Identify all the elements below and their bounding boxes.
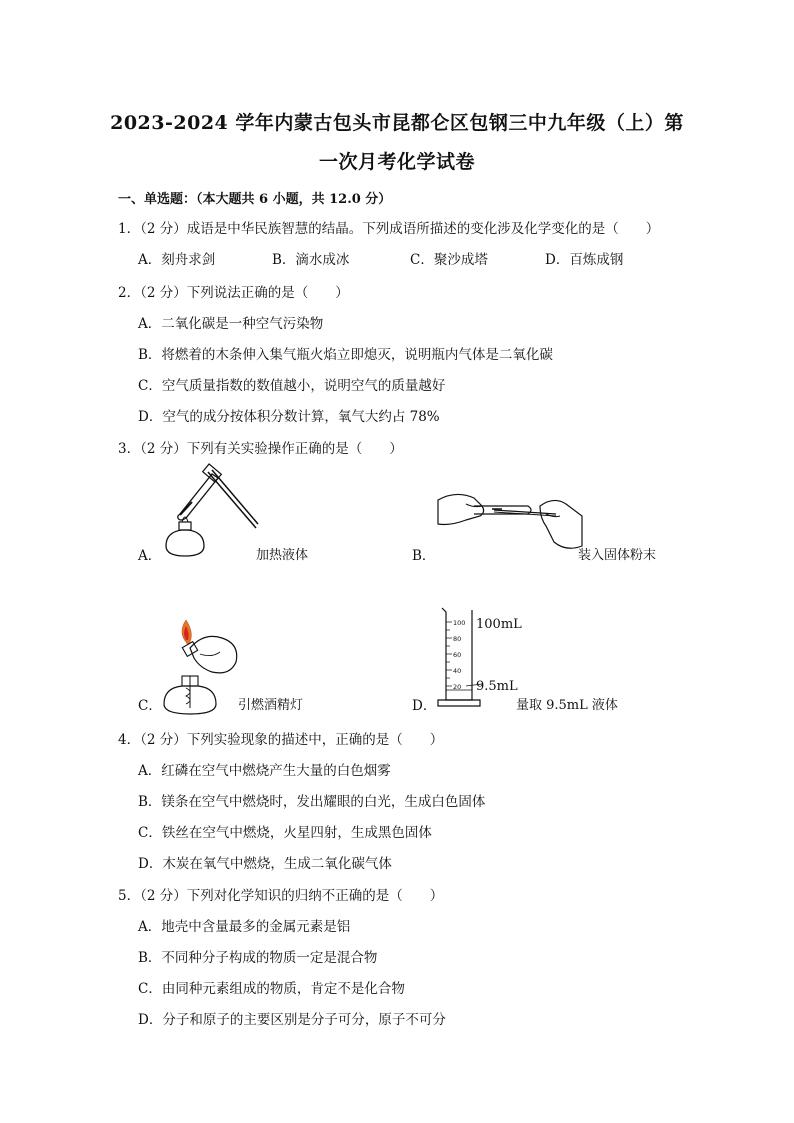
q1-stem: 1．（2 分）成语是中华民族智慧的结晶。下列成语所描述的变化涉及化学变化的是（ ）	[118, 221, 660, 237]
q3-option-b-letter: B．	[412, 548, 436, 564]
cylinder-capacity-label: 100mL	[476, 617, 522, 632]
q3-stem: 3．（2 分）下列有关实验操作正确的是（ ）	[118, 441, 403, 457]
q4-stem: 4．（2 分）下列实验现象的描述中，正确的是（ ）	[118, 732, 444, 748]
q2-option-d: D．空气的成分按体积分数计算，氧气大约占 78%	[138, 409, 440, 425]
cylinder-tick-label: 80	[453, 635, 462, 643]
cylinder-tick-label: 20	[453, 683, 462, 691]
q5-option-a: A．地壳中含量最多的金属元素是铝	[138, 919, 351, 935]
cylinder-tick-label: 60	[453, 651, 462, 659]
q1-option-d: D．百炼成钢	[545, 252, 624, 268]
q4-option-d: D．木炭在氧气中燃烧，生成二氧化碳气体	[138, 856, 392, 872]
section-heading: 一、单选题：（本大题共 6 小题，共 12.0 分）	[118, 192, 392, 207]
cylinder-reading-label: 9.5mL	[476, 679, 518, 694]
q5-option-d: D．分子和原子的主要区别是分子可分，原子不可分	[138, 1012, 446, 1028]
powder-loading-figure	[436, 486, 586, 554]
q4-option-c: C．铁丝在空气中燃烧，火星四射，生成黑色固体	[138, 825, 432, 841]
heating-liquid-figure	[158, 466, 268, 561]
q3-option-a-caption: 加热液体	[256, 548, 309, 563]
lighting-lamp-figure	[160, 618, 250, 718]
q5-option-c: C．由同种元素组成的物质，肯定不是化合物	[138, 981, 405, 997]
q3-option-d-caption: 量取 9.5mL 液体	[516, 698, 618, 713]
exam-title-line2: 一次月考化学试卷	[318, 151, 475, 173]
q3-option-c-letter: C．	[138, 698, 162, 714]
q3-option-c-caption: 引燃酒精灯	[238, 698, 304, 713]
q4-option-b: B．镁条在空气中燃烧时，发出耀眼的白光，生成白色固体	[138, 794, 486, 810]
q2-option-a: A．二氧化碳是一种空气污染物	[138, 316, 324, 332]
exam-title-line1: 2023-2024 学年内蒙古包头市昆都仑区包钢三中九年级（上）第	[110, 112, 684, 134]
q4-option-a: A．红磷在空气中燃烧产生大量的白色烟雾	[138, 763, 391, 779]
q2-option-c: C．空气质量指数的数值越小，说明空气的质量越好	[138, 378, 446, 394]
q1-option-c: C．聚沙成塔	[410, 252, 488, 268]
q3-option-b-caption: 装入固体粉末	[578, 548, 657, 563]
q2-stem: 2．（2 分）下列说法正确的是（ ）	[118, 285, 349, 301]
cylinder-tick-label: 100	[453, 619, 466, 627]
q1-option-a: A．刻舟求剑	[138, 252, 216, 268]
q5-stem: 5．（2 分）下列对化学知识的归纳不正确的是（ ）	[118, 888, 444, 904]
q1-option-b: B．滴水成冰	[272, 252, 350, 268]
q3-option-d-letter: D．	[412, 698, 437, 714]
cylinder-tick-label: 40	[453, 667, 462, 675]
q3-option-a-letter: A．	[138, 548, 162, 564]
q5-option-b: B．不同种分子构成的物质一定是混合物	[138, 950, 378, 966]
q2-option-b: B．将燃着的木条伸入集气瓶火焰立即熄灭，说明瓶内气体是二氧化碳	[138, 347, 553, 363]
